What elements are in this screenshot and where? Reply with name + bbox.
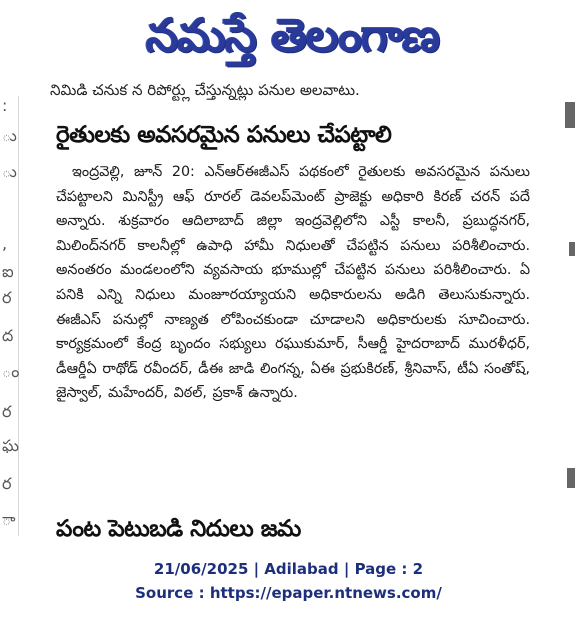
edge-fragment: ు bbox=[2, 162, 17, 181]
newspaper-logo: నమస్తే తెలంగాణ bbox=[145, 8, 440, 62]
article-headline: రైతులకు అవసరమైన పనులు చేపట్టాలి bbox=[56, 122, 392, 148]
adjacent-column-right bbox=[559, 92, 577, 542]
masthead bbox=[0, 0, 577, 92]
edge-fragment: ఘ bbox=[2, 436, 19, 455]
edge-fragment: ర bbox=[2, 402, 12, 421]
previous-line-fragment bbox=[50, 81, 520, 104]
edge-fragment-mark bbox=[569, 242, 575, 256]
edge-fragment: ం bbox=[2, 362, 20, 381]
edge-fragment: ా bbox=[2, 510, 16, 529]
footer bbox=[0, 542, 577, 621]
edge-fragment: ర bbox=[2, 288, 12, 307]
edge-fragment: ఐ bbox=[2, 262, 14, 281]
dateline: 21/06/2025 | Adilabad | Page : 2 bbox=[153, 560, 424, 578]
edge-fragment: ర bbox=[2, 474, 12, 493]
edge-fragment: : bbox=[2, 96, 8, 115]
next-article-headline: పంట పెటుబడి నిదులు జమ bbox=[56, 516, 301, 542]
previous-line-text: నిమిడి చనుక న రిపోర్ట్లు చేస్తున్నట్లు పనుల అలవాటు. bbox=[50, 81, 360, 99]
edge-fragment: , bbox=[2, 234, 8, 253]
article-clipping bbox=[0, 81, 577, 542]
edge-fragment-mark bbox=[565, 102, 575, 128]
adjacent-column-left bbox=[0, 92, 22, 542]
column-divider bbox=[18, 96, 19, 536]
edge-fragment: ద bbox=[2, 326, 14, 345]
source-line: Source : https://epaper.ntnews.com/ bbox=[135, 584, 442, 602]
article-body: ఇంద్రవెల్లి, జూన్ 20: ఎన్ఆర్ఈజీఎస్ పథకంలో రైతులకు అవసరమైన పనులు చేపట్టాలని మినిస్ట్రీ ఆఫ్ రూరల్ డెవలప్‌మెంట్ ప్రాజెక్టు అధికారి కిరణ్ చరన్ పదే అన్నారు. శుక్రవారం ఆదిలాబాద్ జిల్లా ఇంద్రవెల్లిలోని ఎస్టీ కాలనీ, ప్రబుద్ధనగర్, మిలింద్‌నగర్ కాలనీల్లో ఉపాధి హామీ నిధులతో చేపట్టిన పనులు పరిశీలించారు. అనంతరం మండలంలోని వ్యవసాయ భూముల్లో చేపట్టిన పనులు పరిశీలించారు. ఏ పనికి ఎన్ని నిధులు మంజూరయ్యాయని అధికారులను అడిగి తెలుసుకున్నారు. ఈజీఎస్ పనుల్లో నాణ్యత లోపించకుండా చూడాలని అధికారులకు సూచించారు. కార్యక్రమంలో కేంద్ర బృందం సభ్యులు రఘుకుమార్, సీఆర్డీ హైదరాబాద్ మురళీధర్, డీఆర్డీఏ రాథోడ్ రవీందర్, డీఈ జాడి లింగన్న, ఏఈ ప్రభుకిరణ్, శ్రీనివాస్, టీఏ సంతోష్, జైస్వాల్, మహేందర్, విఠల్, ప్రకాశ్ ఉన్నారు. bbox=[56, 164, 530, 402]
edge-fragment-mark bbox=[567, 468, 575, 488]
article bbox=[56, 122, 530, 406]
edge-fragment: ు bbox=[2, 126, 17, 145]
